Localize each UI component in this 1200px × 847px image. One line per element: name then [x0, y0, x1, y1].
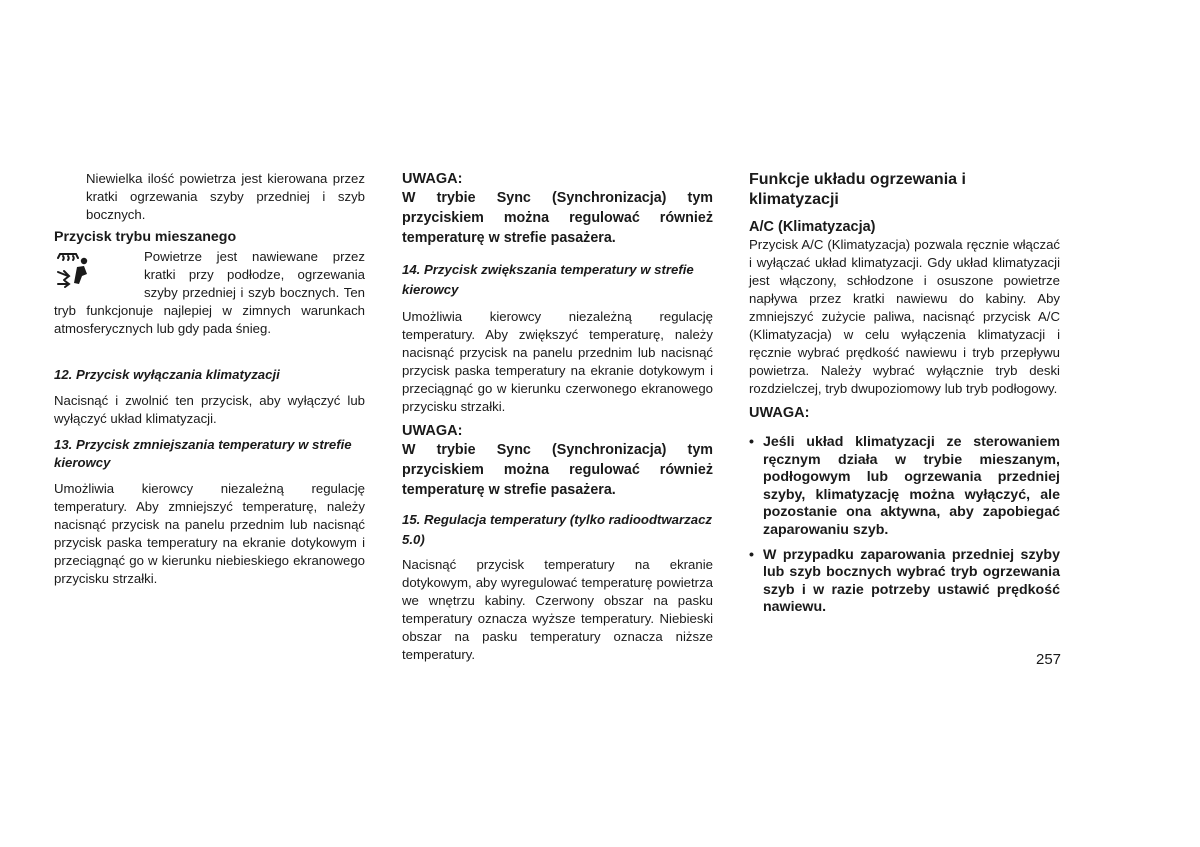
right-column	[749, 170, 1060, 617]
left-column	[54, 170, 365, 588]
bullet-item-1	[749, 434, 1060, 540]
bullet-item-2	[749, 547, 1060, 617]
page-number: 257	[1036, 651, 1062, 668]
mixed-mode-block	[54, 248, 365, 338]
uwaga-1-text: W trybie Sync (Synchronizacja) tym przyciskiem można regulować również temperaturę w strefie pasażera.	[402, 190, 713, 246]
section-13-text: Umożliwia kierowcy niezależną regulację temperatury. Aby zmniejszyć temperaturę, należy nacisnąć przycisk na panelu przednim lub nacisnąć przycisk paska temperatury na ekranie dotykowym i przeciągnąć go w kierunku niebieskiego ekranowego przycisku strzałki.	[54, 481, 365, 586]
uwaga-1-label: UWAGA:	[402, 171, 463, 187]
mixed-mode-text: Powietrze jest nawiewane przez kratki przy podłodze, ogrzewania szyby przedniej i szyb bocznych. Ten tryb funkcjonuje najlepiej w zimnych warunkach atmosferycznych lub gdy pada śnieg.	[54, 249, 365, 336]
ac-text: Przycisk A/C (Klimatyzacja) pozwala ręcznie włączać i wyłączać układ klimatyzacji. Gdy układ klimatyzacji jest włączony, schłodzone i osuszone powietrze napływa przez kratki nawiewu do kabiny. Aby zmniejszyć zużycie paliwa, nacisnąć przycisk A/C (Klimatyzacja) w celu wyłączenia klimatyzacji i ręcznie wybrać prędkość nawiewu i tryb przepływu powietrza. Należy wybrać wyłącznie tryb deski rozdzielczej, tryb dwupoziomowy lub tryb podłogowy.	[749, 237, 1060, 396]
uwaga-3-label: UWAGA:	[749, 405, 810, 421]
bullet-marker: •	[749, 546, 754, 563]
section-14-text: Umożliwia kierowcy niezależną regulację temperatury. Aby zwiększyć temperaturę, należy nacisnąć przycisk na panelu przednim lub nacisnąć przycisk paska temperatury na ekranie dotykowym i przeciągnąć go w kierunku czerwonego ekranowego przycisku strzałki.	[402, 309, 713, 414]
section-13-heading: 13. Przycisk zmniejszania temperatury w strefie kierowcy	[54, 437, 352, 470]
middle-column	[402, 170, 713, 664]
bullet-1-text: Jeśli układ klimatyzacji ze sterowaniem ręcznym działa w trybie mieszanym, podłogowym lub ogrzewania przedniej szyby, klimatyzację można wyłączyć, ale pozostanie ona aktywna, aby zapobiegać zaparowaniu szyb.	[763, 434, 1060, 538]
section-14-heading: 14. Przycisk zwiększania temperatury w strefie kierowcy	[402, 262, 694, 297]
ac-heading: A/C (Klimatyzacja)	[749, 219, 876, 235]
bullet-marker: •	[749, 434, 754, 450]
section-15-text: Nacisnąć przycisk temperatury na ekranie dotykowym, aby wyregulować temperaturę powietrza we wnętrzu kabiny. Czerwony obszar na pasku temperatury oznacza wyższe temperatury. Niebieski obszar na pasku temperatury oznacza niższe temperatury.	[402, 557, 713, 662]
defrost-floor-mode-icon	[54, 250, 106, 290]
bullet-2-text: W przypadku zaparowania przedniej szyby lub szyb bocznych wybrać tryb ogrzewania szyb i w razie potrzeby ustawić prędkość nawiewu.	[763, 546, 1060, 616]
intro-paragraph: Niewielka ilość powietrza jest kierowana przez kratki ogrzewania szyby przedniej i szyb bocznych.	[86, 171, 365, 222]
uwaga-2-text: W trybie Sync (Synchronizacja) tym przyciskiem można regulować również temperaturę w strefie pasażera.	[402, 442, 713, 498]
section-12-heading: 12. Przycisk wyłączania klimatyzacji	[54, 367, 280, 382]
section-heading: Funkcje układu ogrzewania i klimatyzacji	[749, 171, 966, 208]
section-15-heading: 15. Regulacja temperatury (tylko radioodtwarzacz 5.0)	[402, 512, 713, 547]
mixed-mode-heading: Przycisk trybu mieszanego	[54, 229, 237, 245]
uwaga-2-label: UWAGA:	[402, 423, 463, 439]
section-12-text: Nacisnąć i zwolnić ten przycisk, aby wyłączyć lub wyłączyć układ klimatyzacji.	[54, 393, 365, 426]
